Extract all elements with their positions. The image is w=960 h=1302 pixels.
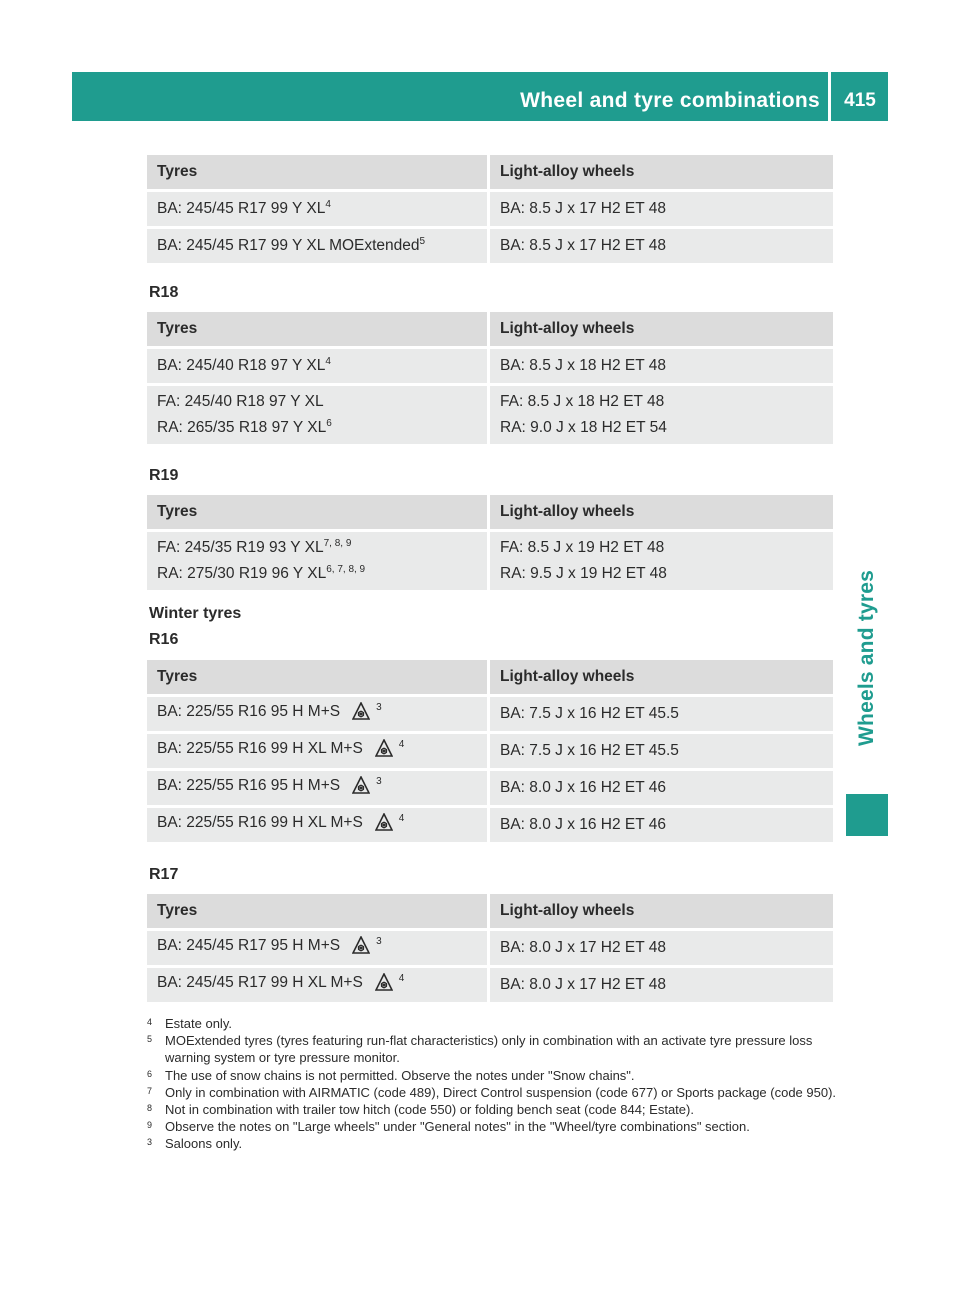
wheel-cell: BA: 7.5 J x 16 H2 ET 45.5: [490, 734, 833, 768]
tyre-cell: BA: 245/45 R17 99 H XL M+S $^4$: [147, 968, 487, 1002]
table-header-row: [147, 312, 833, 346]
footnote: [147, 1101, 837, 1118]
table-row: [147, 349, 833, 383]
footnote-number: 3: [147, 1137, 153, 1148]
footnote-text: Saloons only.: [165, 1136, 243, 1152]
tyre-table-r17-summer: [147, 155, 833, 266]
tyre-table-winter-r17: [147, 894, 833, 1005]
wheel-cell: BA: 8.5 J x 17 H2 ET 48: [490, 229, 833, 263]
footnotes: [147, 1015, 837, 1153]
header-wheels: Light-alloy wheels: [490, 495, 833, 529]
footnote: [147, 1032, 837, 1066]
table-row: [147, 192, 833, 226]
tyre-cell: BA: 225/55 R16 95 H M+S $^3$: [147, 771, 487, 805]
page-number: 415: [844, 90, 876, 111]
header-tyres: Tyres: [147, 312, 487, 346]
snowflake-mountain-icon: [352, 776, 370, 803]
footnote-ref: 4: [325, 356, 331, 367]
wheel-cell: BA: 8.0 J x 17 H2 ET 48: [490, 968, 833, 1002]
footnote-ref: 3: [376, 702, 382, 713]
snowflake-mountain-icon: [375, 739, 393, 766]
footnote-text: MOExtended tyres (tyres featuring run-flat characteristics) only in combination with an activate tyre pressure loss warning system or tyre pressure monitor.: [165, 1033, 813, 1066]
footnote-number: 7: [147, 1085, 153, 1096]
footnote-text: The use of snow chains is not permitted. Observe the notes under "Snow chains".: [165, 1067, 635, 1083]
section-heading-winter-r16: R16: [149, 631, 179, 648]
footnote: [147, 1015, 837, 1032]
footnote-number: 4: [147, 1017, 153, 1027]
footnote-ref: 4: [398, 973, 405, 984]
snowflake-mountain-icon: [352, 702, 370, 729]
tyre-cell: BA: 245/45 R17 99 Y $XL^4$: [147, 192, 487, 226]
page-header: [72, 72, 888, 121]
table-row: [147, 771, 833, 805]
footnote: [147, 1118, 837, 1135]
section-heading-winter-r17: R17: [149, 866, 179, 883]
section-heading-r19: R19: [149, 467, 179, 484]
chapter-side-label: [846, 537, 888, 778]
wheel-cell: BA: 8.0 J x 16 H2 ET 46: [490, 771, 833, 805]
header-wheels: Light-alloy wheels: [490, 894, 833, 928]
wheel-cell: BA: 8.5 J x 17 H2 ET 48: [490, 192, 833, 226]
snowflake-mountain-icon: [375, 813, 393, 840]
wheel-cell: BA: 8.5 J x 18 H2 ET 48: [490, 349, 833, 383]
header-tyres: Tyres: [147, 495, 487, 529]
header-divider: [828, 72, 831, 121]
footnote-text: Estate only.: [165, 1016, 232, 1031]
footnote-number: 8: [147, 1103, 153, 1114]
table-header-row: [147, 155, 833, 189]
table-header-row: [147, 495, 833, 529]
table-header-row: [147, 894, 833, 928]
wheel-cell: FA: 8.5 J x 18 H2 ET 48 RA: 9.0 J x 18 H2 ET 54: [490, 386, 833, 444]
tyre-cell: FA: 245/35 R19 93 Y XL$^{7, 8, 9}$ RA: 275/30 R19 96 Y XL$^{6, 7, 8, 9}$: [147, 532, 487, 590]
header-tyres: Tyres: [147, 155, 487, 189]
table-row: [147, 532, 833, 590]
footnote-ref: 7, 8, 9: [323, 538, 352, 549]
header-wheels: Light-alloy wheels: [490, 660, 833, 694]
table-row: [147, 931, 833, 965]
footnote-number: 9: [147, 1120, 153, 1131]
table-row: [147, 734, 833, 768]
footnote-ref: 4: [398, 739, 405, 750]
table-row: [147, 968, 833, 1002]
footnote-number: 5: [147, 1034, 153, 1045]
wheel-cell: BA: 7.5 J x 16 H2 ET 45.5: [490, 697, 833, 731]
footnote: [147, 1135, 837, 1152]
tyre-cell: BA: 225/55 R16 95 H M+S $^3$: [147, 697, 487, 731]
table-header-row: [147, 660, 833, 694]
chapter-tab-marker: [846, 794, 888, 836]
footnote: [147, 1067, 837, 1084]
section-heading-r18: R18: [149, 284, 179, 301]
footnote-ref: 3: [376, 776, 382, 787]
footnote-text: Observe the notes on "Large wheels" under "General notes" in the "Wheel/tyre combinations" section.: [165, 1119, 750, 1135]
footnote-ref: 5: [419, 236, 426, 247]
tyre-table-r19: [147, 495, 833, 593]
wheel-cell: BA: 8.0 J x 16 H2 ET 46: [490, 808, 833, 842]
footnote-ref: 6, 7, 8, 9: [326, 564, 366, 575]
tyre-cell: BA: 245/45 R17 95 H M+S $^3$: [147, 931, 487, 965]
section-title: Wheel and tyre combinations: [520, 89, 820, 112]
footnote: [147, 1084, 837, 1101]
header-wheels: Light-alloy wheels: [490, 312, 833, 346]
snowflake-mountain-icon: [352, 936, 370, 963]
tyre-cell: BA: 225/55 R16 99 H XL M+S $^4$: [147, 734, 487, 768]
footnote-number: 6: [147, 1068, 153, 1079]
footnote-ref: 4: [398, 813, 405, 824]
tyre-cell: BA: 225/55 R16 99 H XL M+S $^4$: [147, 808, 487, 842]
tyre-cell: BA: 245/45 R17 99 Y XL MOExtended$^5$: [147, 229, 487, 263]
table-row: [147, 229, 833, 263]
snowflake-mountain-icon: [375, 973, 393, 1000]
table-row: [147, 697, 833, 731]
section-heading-winter-tyres: Winter tyres: [149, 605, 242, 622]
header-tyres: Tyres: [147, 894, 487, 928]
footnote-text: Only in combination with AIRMATIC (code 489), Direct Control suspension (code 677) or Sports package (code 950).: [165, 1084, 837, 1100]
header-wheels: Light-alloy wheels: [490, 155, 833, 189]
tyre-table-r18: [147, 312, 833, 447]
wheel-cell: FA: 8.5 J x 19 H2 ET 48 RA: 9.5 J x 19 H2 ET 48: [490, 532, 833, 590]
footnote-ref: 4: [325, 199, 331, 210]
footnote-ref: 6: [326, 418, 332, 429]
tyre-cell: BA: 245/40 R18 97 Y $XL^4$: [147, 349, 487, 383]
table-row: [147, 386, 833, 444]
wheel-cell: BA: 8.0 J x 17 H2 ET 48: [490, 931, 833, 965]
footnote-ref: 3: [376, 936, 382, 947]
header-tyres: Tyres: [147, 660, 487, 694]
tyre-table-winter-r16: [147, 660, 833, 845]
tyre-cell: FA: 245/40 R18 97 Y XL RA: 265/35 R18 97 Y $XL^6$: [147, 386, 487, 444]
table-row: [147, 808, 833, 842]
footnote-text: Not in combination with trailer tow hitch (code 550) or folding bench seat (code 844; Estate).: [165, 1102, 694, 1118]
chapter-label-text: Wheels and tyres: [855, 569, 878, 746]
